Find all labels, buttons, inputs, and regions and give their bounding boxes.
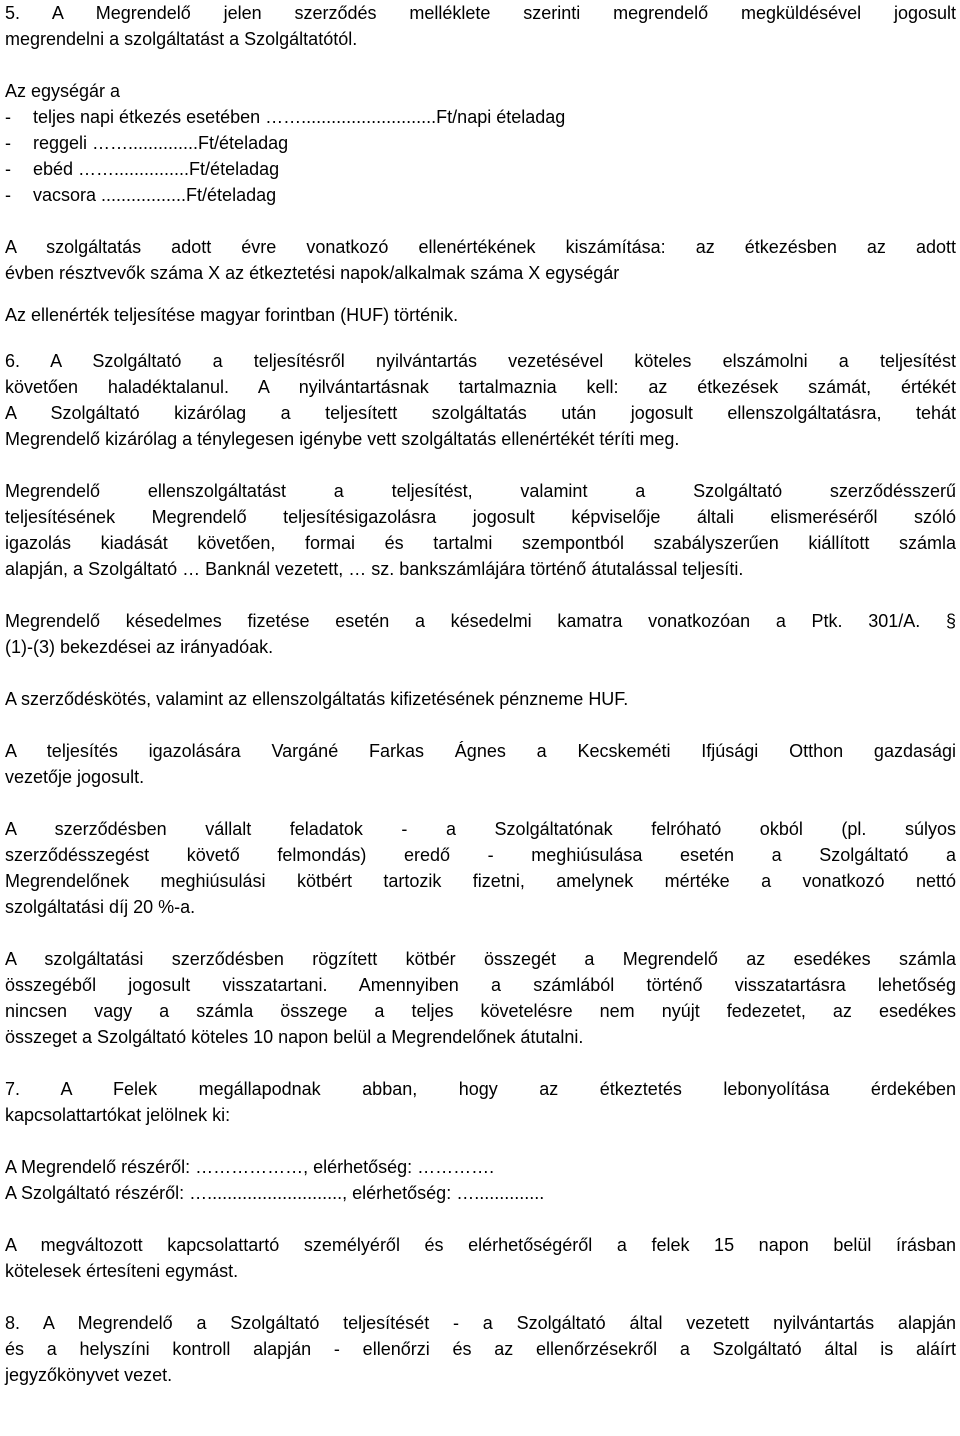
text-line: Megrendelő ellenszolgáltatást a teljesítést, valamint a Szolgáltató szerződésszerű <box>5 481 956 501</box>
list-item <box>5 130 956 156</box>
text-line: (1)-(3) bekezdései az irányadóak. <box>5 637 274 657</box>
section-6-paragraph-2 <box>5 478 956 582</box>
text-line: 7. A Felek megállapodnak abban, hogy az étkeztetés lebonyolítása érdekében <box>5 1079 956 1099</box>
section-7-paragraph-1 <box>5 1076 956 1128</box>
contact-line-customer: A Megrendelő részéről: ………………, elérhetőség: …………. <box>5 1157 495 1177</box>
section-6-paragraph-7 <box>5 946 956 1050</box>
calculation-paragraph <box>5 234 956 286</box>
text-line: A szerződéskötés, valamint az ellenszolgáltatás kifizetésének pénzneme HUF. <box>5 689 629 709</box>
text-line: szerződésszegést követő felmondás) eredő - meghiúsulása esetén a Szolgáltató a <box>5 845 956 865</box>
text-line: Az egységár a <box>5 81 121 101</box>
text-line: Megrendelő kizárólag a ténylegesen igénybe vett szolgáltatás ellenértékét téríti meg. <box>5 429 680 449</box>
text-line: A szolgáltatási szerződésben rögzített kötbér összegét a Megrendelő az esedékes számla <box>5 949 956 969</box>
list-item <box>5 182 956 208</box>
text-line: alapján, a Szolgáltató … Banknál vezetett, … sz. bankszámlájára történő átutalással teljesíti. <box>5 559 744 579</box>
text-line: 6. A Szolgáltató a teljesítésről nyilvántartás vezetésével köteles elszámolni a teljesítést <box>5 351 956 371</box>
section-6-paragraph-6 <box>5 816 956 920</box>
document-page <box>5 0 956 1388</box>
list-dash: - <box>5 185 11 205</box>
text-line: 5. A Megrendelő jelen szerződés melléklete szerinti megrendelő megküldésével jogosult <box>5 3 956 23</box>
section-6-paragraph-1 <box>5 348 956 452</box>
section-5-intro <box>5 0 956 52</box>
unit-price-heading <box>5 78 956 104</box>
text-line: A megváltozott kapcsolattartó személyéről és elérhetőségéről a felek 15 napon belül írásban <box>5 1235 956 1255</box>
section-6-paragraph-3 <box>5 608 956 660</box>
list-item-text: teljes napi étkezés esetében ……...........................Ft/napi ételadag <box>33 107 566 127</box>
contact-line-provider: A Szolgáltató részéről: …..........................., elérhetőség: ….............. <box>5 1183 545 1203</box>
text-line: teljesítésének Megrendelő teljesítésigazolásra jogosult képviselője általi elismeréséről szóló <box>5 507 956 527</box>
list-item <box>5 104 956 130</box>
list-dash: - <box>5 133 11 153</box>
text-line: vezetője jogosult. <box>5 767 145 787</box>
text-line: Megrendelő késedelmes fizetése esetén a késedelmi kamatra vonatkozóan a Ptk. 301/A. § <box>5 611 956 631</box>
text-line: A szerződésben vállalt feladatok - a Szolgáltatónak felróható okból (pl. súlyos <box>5 819 956 839</box>
contact-lines <box>5 1154 956 1206</box>
text-line: igazolás kiadását követően, formai és tartalmi szempontból szabályszerűen kiállított számla <box>5 533 956 553</box>
text-line: 8. A Megrendelő a Szolgáltató teljesítését - a Szolgáltató által vezetett nyilvántartás alapján <box>5 1313 956 1333</box>
unit-price-list <box>5 104 956 208</box>
currency-note <box>5 302 956 328</box>
text-line: és a helyszíni kontroll alapján - ellenőrzi és az ellenőrzésekről a Szolgáltató által is aláírt <box>5 1339 956 1359</box>
section-6-paragraph-4 <box>5 686 956 712</box>
text-line: követően haladéktalanul. A nyilvántartásnak tartalmaznia kell: az étkezések számát, értékét <box>5 377 956 397</box>
section-7-paragraph-2 <box>5 1232 956 1284</box>
text-line: megrendelni a szolgáltatást a Szolgáltatótól. <box>5 29 358 49</box>
text-line: kötelesek értesíteni egymást. <box>5 1261 239 1281</box>
text-line: Megrendelőnek meghiúsulási kötbért tartozik fizetni, amelynek mértéke a vonatkozó nettó <box>5 871 956 891</box>
list-dash: - <box>5 159 11 179</box>
text-line: A Szolgáltató kizárólag a teljesített szolgáltatás után jogosult ellenszolgáltatásra, tehát <box>5 403 956 423</box>
text-line: összegéből jogosult visszatartani. Amennyiben a számlából történő visszatartásra lehetőség <box>5 975 956 995</box>
section-6-paragraph-5 <box>5 738 956 790</box>
section-8-paragraph-1 <box>5 1310 956 1388</box>
list-item-text: vacsora .................Ft/ételadag <box>33 185 277 205</box>
text-line: évben résztvevők száma X az étkeztetési napok/alkalmak száma X egységár <box>5 263 620 283</box>
text-line: jegyzőkönyvet vezet. <box>5 1365 173 1385</box>
text-line: szolgáltatási díj 20 %-a. <box>5 897 196 917</box>
text-line: összeget a Szolgáltató köteles 10 napon belül a Megrendelőnek átutalni. <box>5 1027 584 1047</box>
list-item <box>5 156 956 182</box>
text-line: nincsen vagy a számla összege a teljes követelésre nem nyújt fedezetet, az esedékes <box>5 1001 956 1021</box>
list-item-text: reggeli ……..............Ft/ételadag <box>33 133 289 153</box>
list-item-text: ebéd ……...............Ft/ételadag <box>33 159 280 179</box>
text-line: A szolgáltatás adott évre vonatkozó ellenértékének kiszámítása: az étkezésben az adott <box>5 237 956 257</box>
text-line: A teljesítés igazolására Vargáné Farkas Ágnes a Kecskeméti Ifjúsági Otthon gazdasági <box>5 741 956 761</box>
list-dash: - <box>5 107 11 127</box>
text-line: Az ellenérték teljesítése magyar forintban (HUF) történik. <box>5 305 459 325</box>
text-line: kapcsolattartókat jelölnek ki: <box>5 1105 231 1125</box>
